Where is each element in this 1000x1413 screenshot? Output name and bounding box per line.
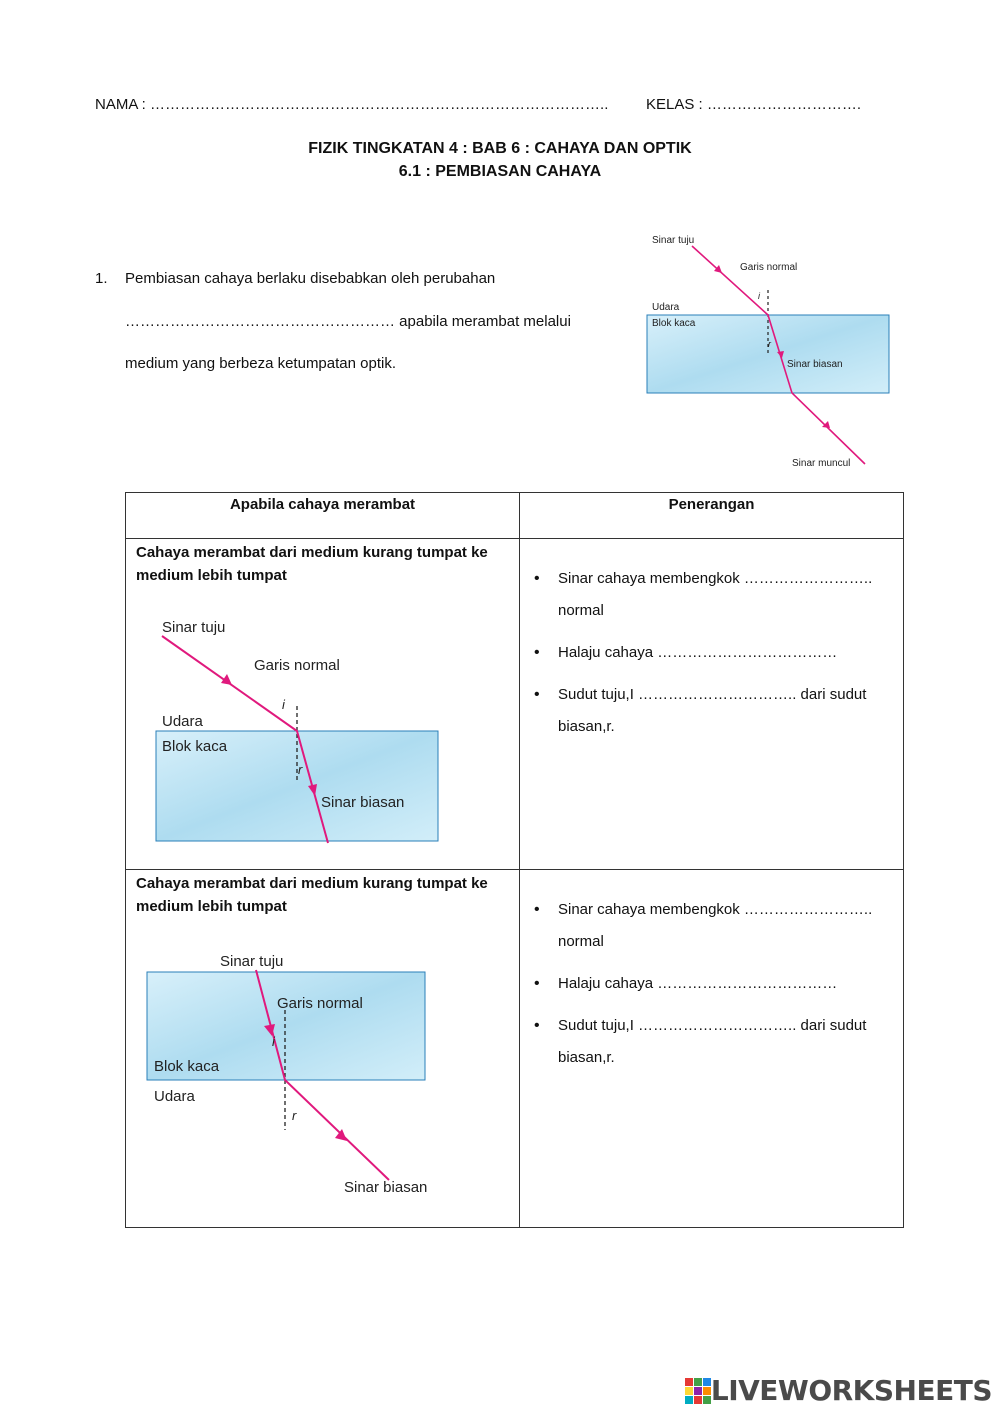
label-angle-i: i xyxy=(272,1034,275,1049)
row1-diagram-cell xyxy=(126,539,520,870)
label-sinar-biasan: Sinar biasan xyxy=(344,1179,428,1196)
col-header-penerangan: Penerangan xyxy=(520,493,904,539)
refraction-table xyxy=(125,492,904,1228)
label-angle-i: i xyxy=(282,697,285,712)
table-header-row xyxy=(126,493,904,539)
label-garis-normal: Garis normal xyxy=(740,262,798,273)
row2-bullet-halaju[interactable]: • Halaju cahaya ……………………………… xyxy=(528,968,903,1000)
label-sinar-biasan: Sinar biasan xyxy=(321,794,405,811)
row1-bullet-sudut[interactable]: • Sudut tuju,I ………………………….. dari sudut biasan,r. xyxy=(528,679,903,743)
label-udara: Udara xyxy=(154,1088,195,1105)
label-sinar-tuju: Sinar tuju xyxy=(652,235,695,246)
question-line-2[interactable]: ……………………………………………… apabila merambat melalui xyxy=(125,313,571,330)
label-blok-kaca: Blok kaca xyxy=(162,738,228,755)
row2-bullet-bengkok[interactable]: • Sinar cahaya membengkok …………………….. normal xyxy=(528,894,903,958)
table-row xyxy=(126,539,904,870)
row1-title: Cahaya merambat dari medium kurang tumpat ke medium lebih tumpat xyxy=(136,544,488,584)
row2-title: Cahaya merambat dari medium kurang tumpat ke medium lebih tumpat xyxy=(136,875,488,915)
label-blok-kaca: Blok kaca xyxy=(154,1058,220,1075)
worksheet-subtitle: 6.1 : PEMBIASAN CAHAYA xyxy=(398,163,602,180)
label-garis-normal: Garis normal xyxy=(277,995,363,1012)
label-udara: Udara xyxy=(652,302,680,313)
label-angle-i: i xyxy=(758,291,760,301)
row1-bullet-halaju[interactable]: • Halaju cahaya ……………………………… xyxy=(528,637,903,669)
label-sinar-muncul: Sinar muncul xyxy=(792,458,851,469)
label-angle-r: r xyxy=(292,1108,297,1123)
row1-bullet-bengkok[interactable]: • Sinar cahaya membengkok …………………….. normal xyxy=(528,563,903,627)
table-row xyxy=(126,870,904,1228)
nama-line xyxy=(95,96,608,113)
row2-diagram-cell xyxy=(126,870,520,1228)
liveworksheets-icon xyxy=(685,1378,711,1404)
worksheet-title: FIZIK TINGKATAN 4 : BAB 6 : CAHAYA DAN OPTIK xyxy=(308,140,692,157)
kelas-label: KELAS : xyxy=(646,96,703,113)
row1-explanation-cell xyxy=(520,539,904,870)
col-header-merambat: Apabila cahaya merambat xyxy=(126,493,520,539)
label-angle-r: r xyxy=(298,762,303,777)
label-sinar-tuju: Sinar tuju xyxy=(162,619,226,636)
label-sinar-tuju: Sinar tuju xyxy=(220,953,284,970)
refraction-diagram-row2 xyxy=(144,950,464,1205)
liveworksheets-logo xyxy=(685,1374,992,1407)
label-angle-r: r xyxy=(768,339,771,349)
kelas-blank[interactable]: …………………………. xyxy=(706,96,862,113)
question-number: 1. xyxy=(95,270,108,287)
ray-arrow xyxy=(822,421,830,428)
refraction-diagram-row1 xyxy=(154,611,454,846)
row2-bullet-sudut[interactable]: • Sudut tuju,I ………………………….. dari sudut biasan,r. xyxy=(528,1010,903,1074)
refraction-diagram-top xyxy=(640,228,910,473)
label-blok-kaca: Blok kaca xyxy=(652,318,696,329)
nama-label: NAMA : xyxy=(95,96,146,113)
nama-blank[interactable]: ……………………………………………………………………………….. xyxy=(150,96,609,113)
question-line-1: Pembiasan cahaya berlaku disebabkan oleh perubahan xyxy=(125,270,496,287)
question-line-3: medium yang berbeza ketumpatan optik. xyxy=(125,355,396,372)
label-garis-normal: Garis normal xyxy=(254,657,340,674)
kelas-line xyxy=(646,96,861,113)
label-sinar-biasan: Sinar biasan xyxy=(787,359,843,370)
label-udara: Udara xyxy=(162,713,203,730)
liveworksheets-brand: LIVEWORKSHEETS xyxy=(710,1374,992,1407)
row2-explanation-cell xyxy=(520,870,904,1228)
row2-bullet-list xyxy=(520,870,903,1074)
row1-bullet-list xyxy=(520,539,903,743)
